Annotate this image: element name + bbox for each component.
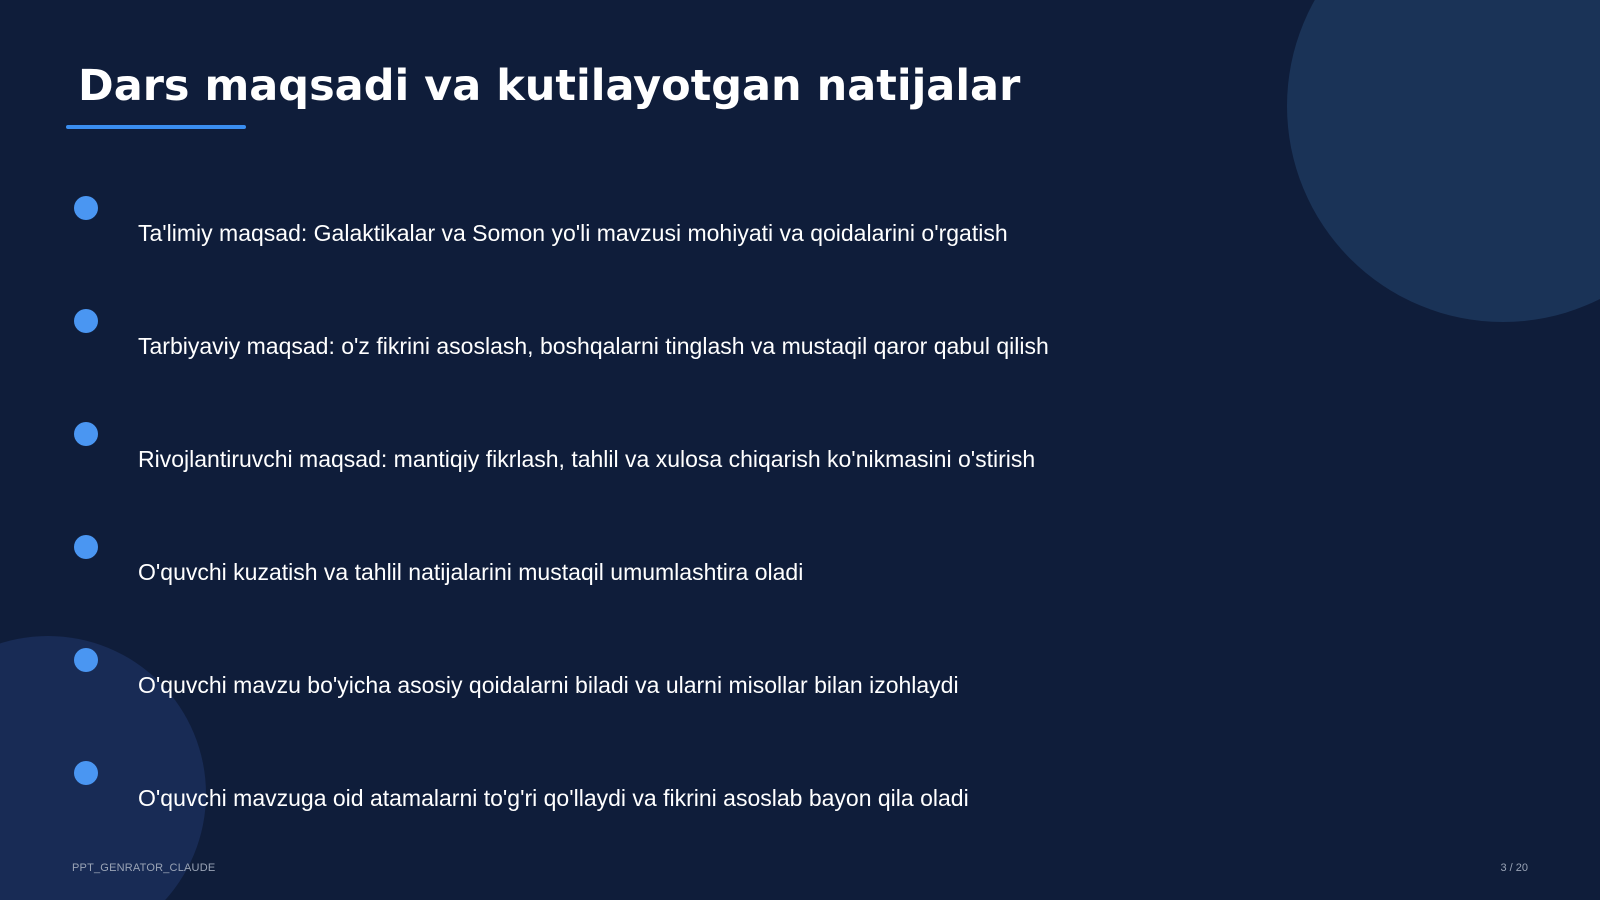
objective-item — [74, 196, 1274, 256]
objective-item — [74, 422, 1274, 482]
objective-text: O'quvchi kuzatish va tahlil natijalarini mustaqil umumlashtira oladi — [138, 559, 804, 585]
bullet-icon — [74, 422, 98, 446]
decorative-circle-top-right — [1287, 0, 1600, 322]
bullet-icon — [74, 535, 98, 559]
objective-text: Rivojlantiruvchi maqsad: mantiqiy fikrlash, tahlil va xulosa chiqarish ko'nikmasini o'stirish — [138, 446, 1036, 472]
bullet-icon — [74, 648, 98, 672]
bullet-icon — [74, 761, 98, 785]
page-number: 3 / 20 — [1500, 862, 1528, 874]
objective-text: Ta'limiy maqsad: Galaktikalar va Somon yo'li mavzusi mohiyati va qoidalarini o'rgatish — [138, 220, 1008, 246]
objective-item — [74, 309, 1274, 369]
footer-brand: PPT_GENRATOR_CLAUDE — [72, 862, 216, 874]
objective-item — [74, 535, 1274, 595]
bullet-icon — [74, 196, 98, 220]
bullet-icon — [74, 309, 98, 333]
objective-item — [74, 648, 1274, 708]
title-underline — [66, 125, 246, 129]
objective-text: O'quvchi mavzuga oid atamalarni to'g'ri qo'llaydi va fikrini asoslab bayon qila oladi — [138, 785, 969, 811]
slide-title: Dars maqsadi va kutilayotgan natijalar — [78, 61, 1021, 111]
objective-item — [74, 761, 1274, 821]
objective-text: Tarbiyaviy maqsad: o'z fikrini asoslash, boshqalarni tinglash va mustaqil qaror qabul qilish — [138, 333, 1049, 359]
objective-text: O'quvchi mavzu bo'yicha asosiy qoidalarni biladi va ularni misollar bilan izohlaydi — [138, 672, 959, 698]
